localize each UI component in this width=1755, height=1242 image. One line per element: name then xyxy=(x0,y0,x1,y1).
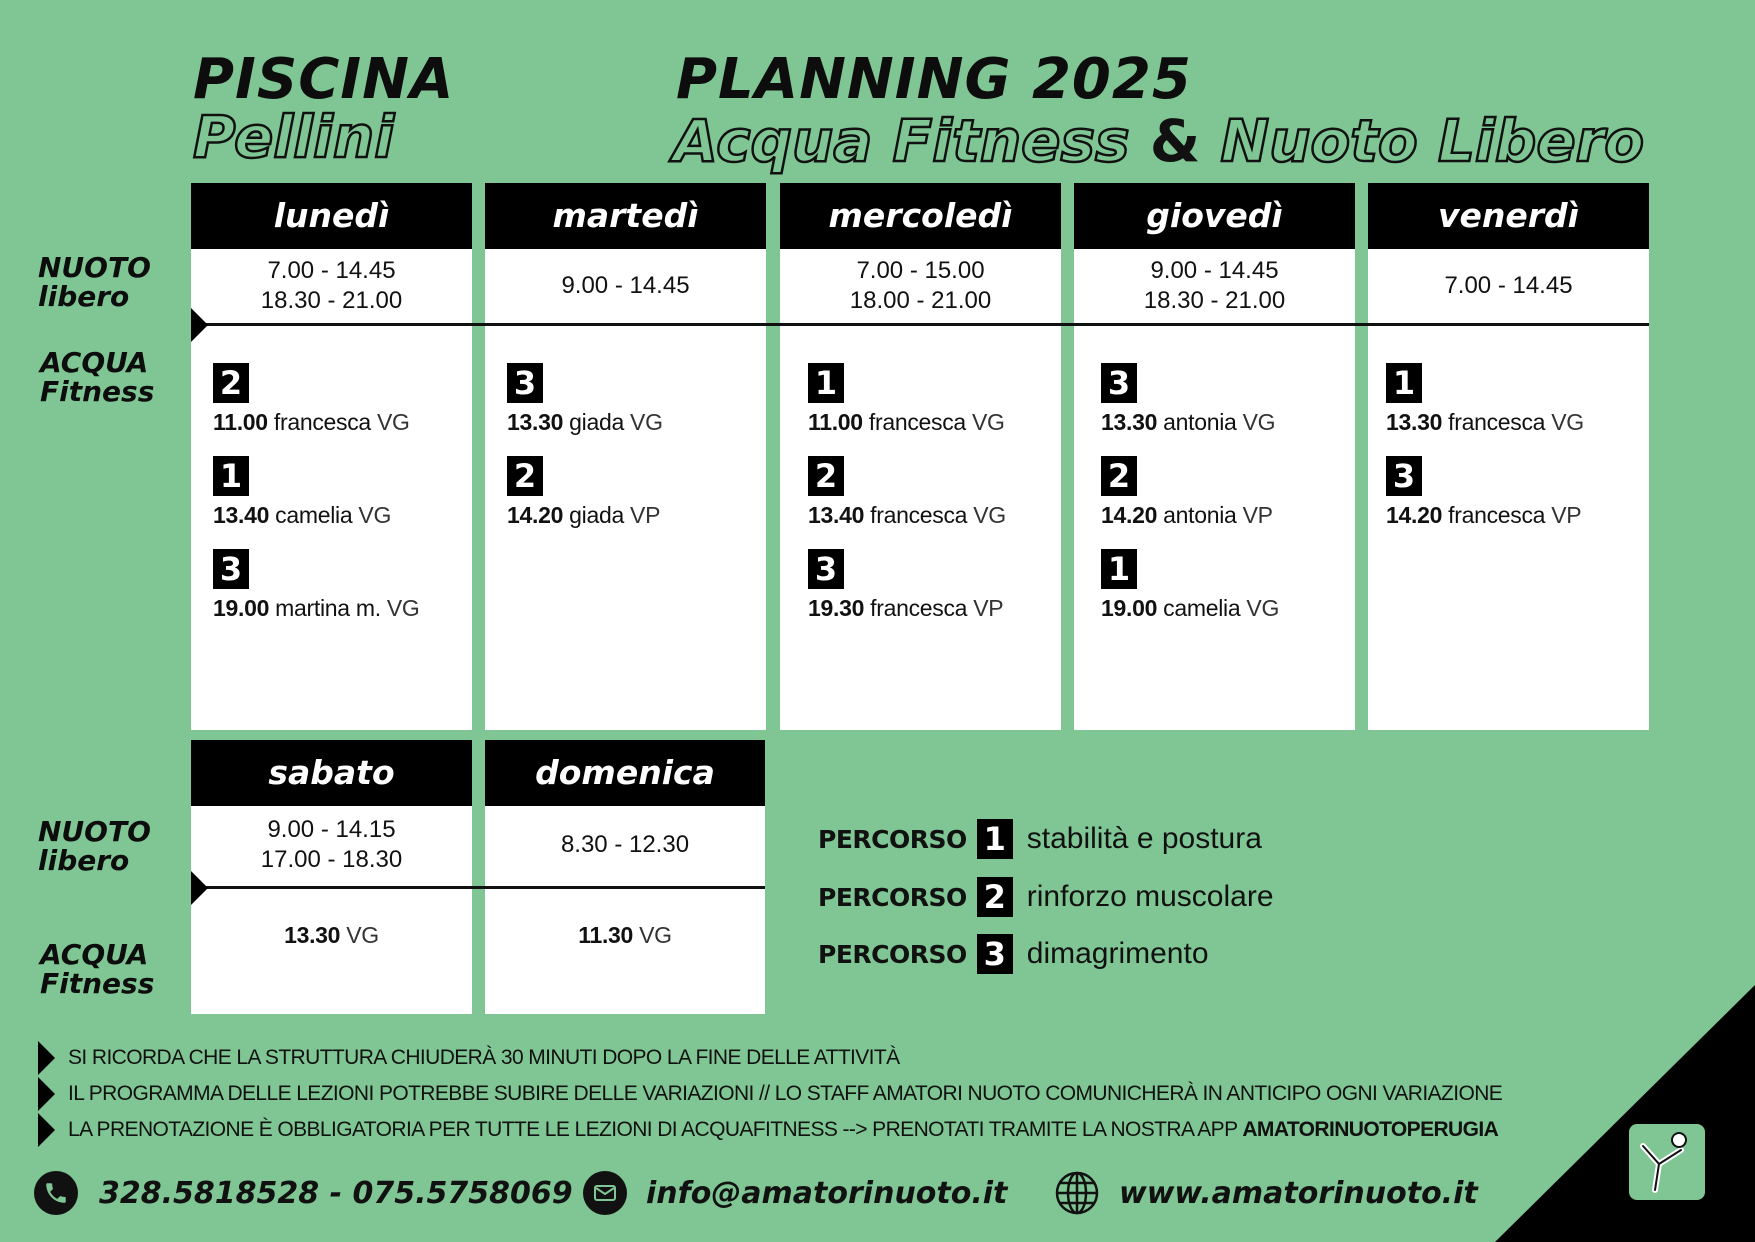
row-divider xyxy=(191,886,765,889)
row-divider-arrow xyxy=(191,308,208,342)
class-code: VP xyxy=(630,502,661,528)
day-header: venerdì xyxy=(1368,183,1649,249)
class-time: 19.30 xyxy=(808,595,865,621)
side-acqua: ACQUA xyxy=(40,938,149,971)
day-column-mercoledi xyxy=(780,183,1061,730)
class-instructor: camelia xyxy=(275,502,353,528)
percorso-badge: 3 xyxy=(808,549,844,589)
envelope-icon xyxy=(583,1171,627,1215)
title-piscina: PISCINA xyxy=(193,47,455,112)
note-arrow xyxy=(38,1113,55,1147)
class-instructor: martina m. xyxy=(275,595,381,621)
acqua-fitness-classes xyxy=(485,323,766,529)
acqua-fitness-classes xyxy=(1368,323,1649,529)
class-item xyxy=(213,363,472,436)
note-closing-time: SI RICORDA CHE LA STRUTTURA CHIUDERÀ 30 MINUTI DOPO LA FINE DELLE ATTIVITÀ xyxy=(68,1046,900,1069)
title-planning: PLANNING 2025 xyxy=(676,47,1192,112)
acqua-fitness-classes xyxy=(191,323,472,622)
globe-icon xyxy=(1054,1170,1100,1216)
class-code: VG xyxy=(639,922,672,948)
side-fitness: Fitness xyxy=(40,967,155,1000)
row-divider xyxy=(191,323,1649,326)
class-instructor: camelia xyxy=(1163,595,1241,621)
subtitle-acqua-fitness: Acqua Fitness xyxy=(673,107,1130,175)
day-header: domenica xyxy=(485,740,765,806)
day-column-martedi xyxy=(485,183,766,730)
class-time: 13.30 xyxy=(284,922,341,948)
nuoto-slot: 7.00 - 14.45 xyxy=(267,257,396,284)
nuoto-slot: 18.30 - 21.00 xyxy=(1143,287,1286,314)
percorso-badge: 1 xyxy=(808,363,844,403)
class-item xyxy=(808,363,1061,436)
percorso-badge: 1 xyxy=(1386,363,1422,403)
side-libero: libero xyxy=(38,844,130,877)
legend-word: PERCORSO xyxy=(818,939,967,969)
percorso-badge: 3 xyxy=(977,934,1013,974)
day-column-venerdi xyxy=(1368,183,1649,730)
nuoto-slot: 18.00 - 21.00 xyxy=(849,287,992,314)
corner-triangle xyxy=(1495,985,1755,1242)
class-item xyxy=(507,363,766,436)
day-header: martedì xyxy=(485,183,766,249)
legend-text: stabilità e postura xyxy=(1026,822,1262,855)
percorso-badge: 2 xyxy=(1101,456,1137,496)
day-header: sabato xyxy=(191,740,472,806)
class-instructor: francesca xyxy=(273,409,371,435)
class-instructor: antonia xyxy=(1163,409,1237,435)
legend-percorso-3 xyxy=(818,934,1209,974)
acqua-fitness-slot xyxy=(485,922,765,949)
legend-percorso-1 xyxy=(818,819,1262,859)
contact-website[interactable]: www.amatorinuoto.it xyxy=(1119,1176,1478,1211)
amatori-nuoto-logo xyxy=(1629,1124,1705,1200)
nuoto-slot: 17.00 - 18.30 xyxy=(260,846,403,873)
day-header: lunedì xyxy=(191,183,472,249)
class-instructor: francesca xyxy=(1448,409,1546,435)
note-arrow xyxy=(38,1077,55,1111)
legend-percorso-2 xyxy=(818,877,1274,917)
class-time: 13.40 xyxy=(808,502,865,528)
class-code: VG xyxy=(972,409,1005,435)
class-time: 14.20 xyxy=(1386,502,1443,528)
class-code: VG xyxy=(630,409,663,435)
class-code: VP xyxy=(973,595,1004,621)
class-time: 14.20 xyxy=(1101,502,1158,528)
class-item xyxy=(808,456,1061,529)
side-acqua: ACQUA xyxy=(40,346,149,379)
class-item xyxy=(507,456,766,529)
class-instructor: francesca xyxy=(868,409,966,435)
percorso-badge: 1 xyxy=(213,456,249,496)
nuoto-slot: 7.00 - 15.00 xyxy=(856,257,985,284)
class-code: VG xyxy=(377,409,410,435)
nuoto-libero-hours xyxy=(191,806,472,884)
nuoto-slot: 9.00 - 14.15 xyxy=(267,816,396,843)
class-time: 11.00 xyxy=(808,409,863,435)
percorso-badge: 3 xyxy=(213,549,249,589)
class-item xyxy=(1386,363,1649,436)
nuoto-libero-hours xyxy=(1074,249,1355,323)
legend-word: PERCORSO xyxy=(818,824,967,854)
contact-email[interactable]: info@amatorinuoto.it xyxy=(646,1176,1008,1211)
legend-text: dimagrimento xyxy=(1026,937,1209,970)
title-pellini: Pellini xyxy=(193,103,395,171)
side-label-nuoto-libero-weekend xyxy=(38,817,151,875)
side-fitness: Fitness xyxy=(40,375,155,408)
class-instructor: antonia xyxy=(1163,502,1237,528)
side-label-acqua-fitness xyxy=(40,348,154,406)
day-column-giovedi xyxy=(1074,183,1355,730)
class-item xyxy=(808,549,1061,622)
class-time: 14.20 xyxy=(507,502,564,528)
side-nuoto: NUOTO xyxy=(38,815,151,848)
side-label-acqua-fitness-weekend xyxy=(40,940,154,998)
class-time: 13.30 xyxy=(1386,409,1443,435)
nuoto-libero-hours xyxy=(1368,249,1649,323)
legend-text: rinforzo muscolare xyxy=(1026,880,1274,913)
day-header: mercoledì xyxy=(780,183,1061,249)
class-item xyxy=(213,456,472,529)
title-subtitle xyxy=(673,107,1645,175)
percorso-badge: 3 xyxy=(507,363,543,403)
legend-word: PERCORSO xyxy=(818,882,967,912)
day-header: giovedì xyxy=(1074,183,1355,249)
class-instructor: giada xyxy=(569,409,624,435)
percorso-badge: 1 xyxy=(977,819,1013,859)
class-code: VP xyxy=(1551,502,1582,528)
class-time: 11.00 xyxy=(213,409,268,435)
contact-phone[interactable]: 328.5818528 - 075.5758069 xyxy=(99,1176,573,1211)
class-code: VG xyxy=(1551,409,1584,435)
nuoto-libero-hours xyxy=(485,249,766,323)
note-booking-text: LA PRENOTAZIONE È OBBLIGATORIA PER TUTTE LE LEZIONI DI ACQUAFITNESS --> PRENOTATI TRAMITE LA NOSTRA APP xyxy=(68,1118,1243,1141)
row-divider-arrow xyxy=(191,871,208,905)
class-item xyxy=(1386,456,1649,529)
day-column-sabato xyxy=(191,740,472,1014)
percorso-badge: 3 xyxy=(1386,456,1422,496)
side-libero: libero xyxy=(38,280,130,313)
percorso-badge: 3 xyxy=(1101,363,1137,403)
class-time: 13.40 xyxy=(213,502,270,528)
percorso-badge: 2 xyxy=(507,456,543,496)
acqua-fitness-classes xyxy=(780,323,1061,622)
percorso-badge: 2 xyxy=(977,877,1013,917)
phone-icon xyxy=(34,1171,78,1215)
side-label-nuoto-libero xyxy=(38,253,151,311)
class-instructor: francesca xyxy=(870,595,968,621)
acqua-fitness-classes xyxy=(1074,323,1355,622)
class-time: 19.00 xyxy=(213,595,270,621)
class-instructor: francesca xyxy=(870,502,968,528)
note-app-name: AMATORINUOTOPERUGIA xyxy=(1242,1118,1499,1141)
class-item xyxy=(1101,456,1355,529)
nuoto-libero-hours xyxy=(485,806,765,884)
subtitle-ampersand: & xyxy=(1149,107,1201,175)
note-variations: IL PROGRAMMA DELLE LEZIONI POTREBBE SUBIRE DELLE VARIAZIONI // LO STAFF AMATORI NUOTO COMUNICHERÀ IN ANTICIPO OGNI VARIAZIONE xyxy=(68,1082,1503,1105)
class-code: VG xyxy=(358,502,392,528)
nuoto-slot: 9.00 - 14.45 xyxy=(1150,257,1279,284)
nuoto-slot: 9.00 - 14.45 xyxy=(561,272,690,299)
subtitle-nuoto-libero: Nuoto Libero xyxy=(1220,107,1645,175)
nuoto-slot: 18.30 - 21.00 xyxy=(260,287,403,314)
class-item xyxy=(1101,363,1355,436)
class-time: 19.00 xyxy=(1101,595,1158,621)
acqua-fitness-slot xyxy=(191,922,472,949)
nuoto-libero-hours xyxy=(191,249,472,323)
class-code: VG xyxy=(1242,409,1276,435)
class-instructor: francesca xyxy=(1448,502,1546,528)
nuoto-libero-hours xyxy=(780,249,1061,323)
class-time: 13.30 xyxy=(507,409,564,435)
class-item xyxy=(213,549,472,622)
class-code: VG xyxy=(346,922,379,948)
class-code: VG xyxy=(1246,595,1280,621)
class-time: 11.30 xyxy=(578,922,634,948)
note-booking xyxy=(68,1118,1498,1142)
class-code: VP xyxy=(1242,502,1273,528)
note-arrow xyxy=(38,1041,55,1075)
side-nuoto: NUOTO xyxy=(38,251,151,284)
day-column-domenica xyxy=(485,740,765,1014)
class-code: VG xyxy=(386,595,420,621)
class-code: VG xyxy=(973,502,1006,528)
percorso-badge: 1 xyxy=(1101,549,1137,589)
percorso-badge: 2 xyxy=(213,363,249,403)
nuoto-slot: 7.00 - 14.45 xyxy=(1444,272,1573,299)
percorso-badge: 2 xyxy=(808,456,844,496)
day-column-lunedi xyxy=(191,183,472,730)
class-instructor: giada xyxy=(569,502,624,528)
class-time: 13.30 xyxy=(1101,409,1158,435)
class-item xyxy=(1101,549,1355,622)
nuoto-slot: 8.30 - 12.30 xyxy=(560,831,690,858)
